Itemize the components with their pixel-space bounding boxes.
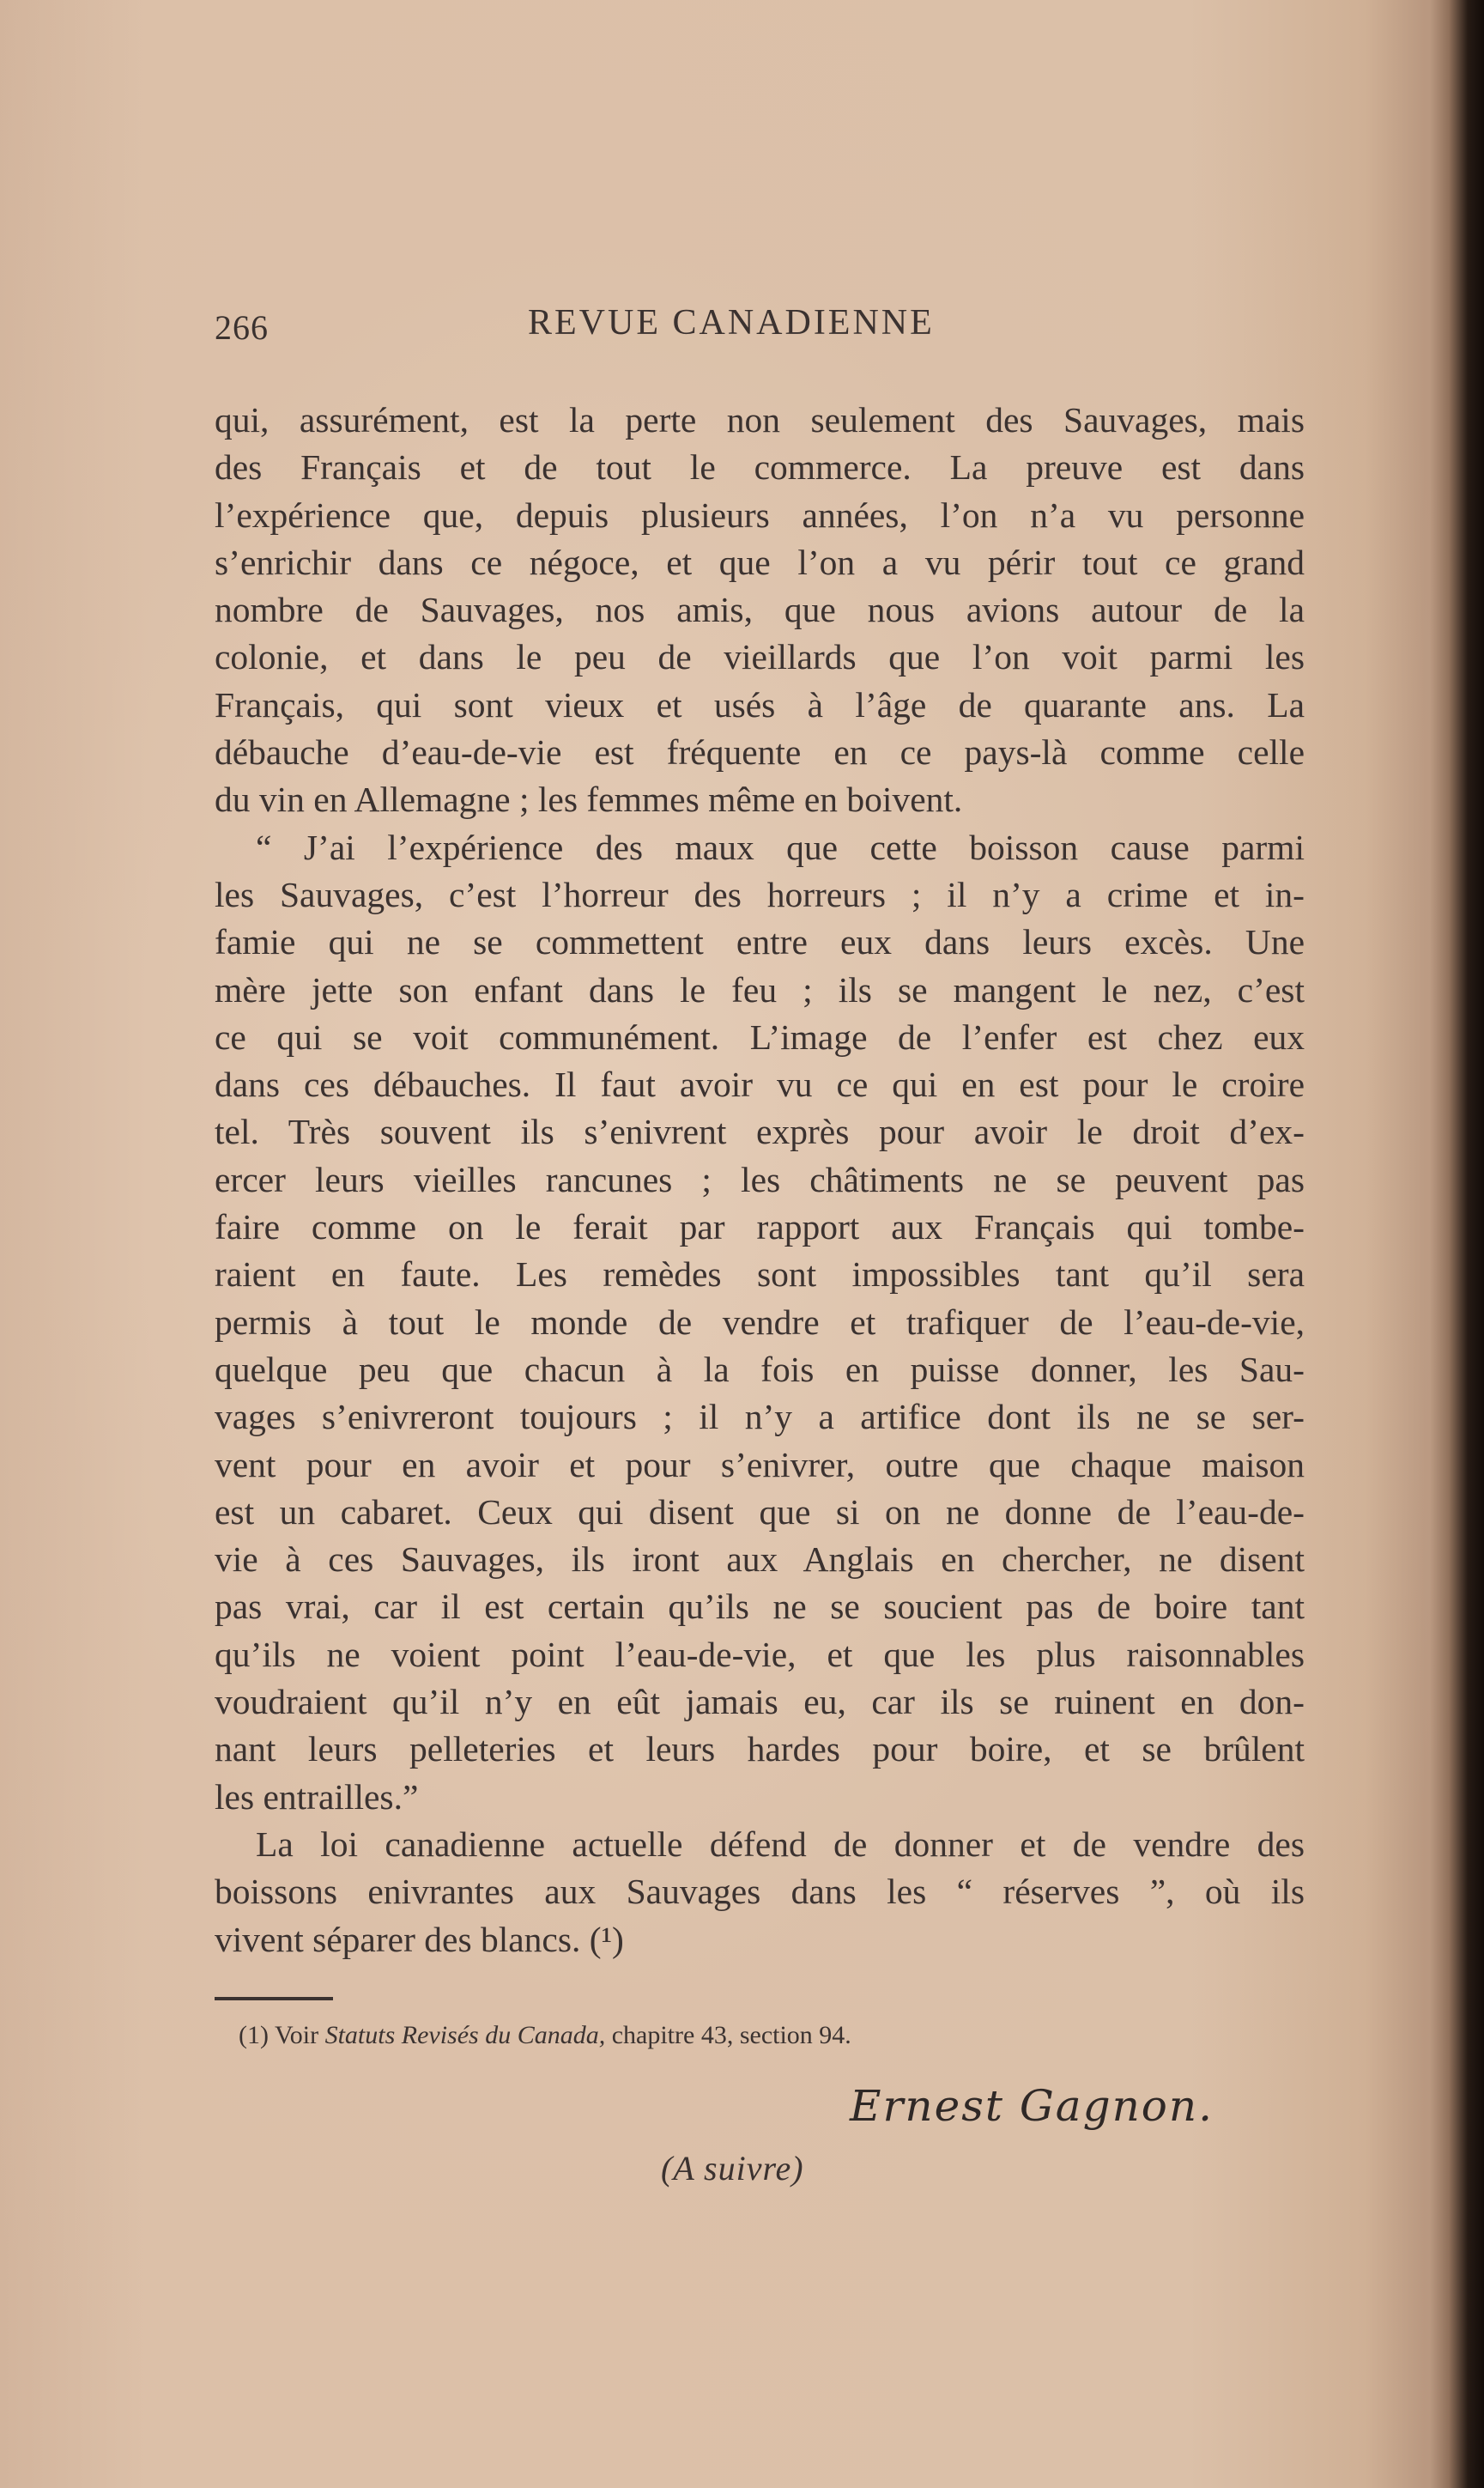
text-line: s’enrichir dans ce négoce, et que l’on a vu périr tout ce grand bbox=[215, 542, 1305, 582]
footnote bbox=[239, 2021, 851, 2050]
text-line: pas vrai, car il est certain qu’ils ne se soucient pas de boire tant bbox=[215, 1587, 1305, 1627]
to-be-continued: (A suivre) bbox=[661, 2149, 804, 2188]
text-line: quelque peu que chacun à la fois en puisse donner, les Sau- bbox=[215, 1349, 1305, 1389]
text-line: La loi canadienne actuelle défend de donner et de vendre des bbox=[256, 1824, 1305, 1864]
footnote-marker: (1) Voir bbox=[239, 2021, 319, 2049]
article-body bbox=[215, 397, 1305, 1963]
paragraph-3 bbox=[215, 1821, 1305, 1963]
text-line: faire comme on le ferait par rapport aux Français qui tombe- bbox=[215, 1207, 1305, 1247]
text-line: l’expérience que, depuis plusieurs années, l’on n’a vu personne bbox=[215, 495, 1305, 535]
paragraph-2 bbox=[215, 824, 1305, 1821]
text-line: les Sauvages, c’est l’horreur des horreurs ; il n’y a crime et in- bbox=[215, 874, 1305, 914]
text-line: permis à tout le monde de vendre et trafiquer de l’eau-de-vie, bbox=[215, 1302, 1305, 1342]
paragraph-1 bbox=[215, 397, 1305, 824]
running-head bbox=[215, 302, 1004, 354]
page-number: 266 bbox=[215, 308, 269, 347]
text-line: mère jette son enfant dans le feu ; ils se mangent le nez, c’est bbox=[215, 969, 1305, 1010]
text-line: les entrailles.” bbox=[215, 1776, 419, 1817]
text-line: Français, qui sont vieux et usés à l’âge de quarante ans. La bbox=[215, 684, 1305, 725]
text-line: du vin en Allemagne ; les femmes même en boivent. bbox=[215, 780, 963, 820]
text-line: dans ces débauches. Il faut avoir vu ce qui en est pour le croire bbox=[215, 1065, 1305, 1105]
text-line: nombre de Sauvages, nos amis, que nous avions autour de la bbox=[215, 590, 1305, 630]
footnote-cited-work: Statuts Revisés du Canada, bbox=[324, 2021, 606, 2049]
text-line: des Français et de tout le commerce. La preuve est dans bbox=[215, 447, 1305, 488]
text-line: tel. Très souvent ils s’enivrent exprès pour avoir le droit d’ex- bbox=[215, 1112, 1305, 1152]
footnote-divider bbox=[215, 1997, 333, 2000]
text-line: ce qui se voit communément. L’image de l’enfer est chez eux bbox=[215, 1016, 1305, 1057]
text-line: est un cabaret. Ceux qui disent que si on ne donne de l’eau-de- bbox=[215, 1491, 1305, 1532]
text-line: famie qui ne se commettent entre eux dans leurs excès. Une bbox=[215, 922, 1305, 962]
text-line: qu’ils ne voient point l’eau-de-vie, et que les plus raisonnables bbox=[215, 1634, 1305, 1674]
text-line: voudraient qu’il n’y en eût jamais eu, car ils se ruinent en don- bbox=[215, 1682, 1305, 1722]
text-line: raient en faute. Les remèdes sont impossibles tant qu’il sera bbox=[215, 1254, 1305, 1295]
text-line: qui, assurément, est la perte non seulement des Sauvages, mais bbox=[215, 400, 1305, 440]
text-line: colonie, et dans le peu de vieillards que l’on voit parmi les bbox=[215, 637, 1305, 677]
text-line: vie à ces Sauvages, ils iront aux Anglais en chercher, ne disent bbox=[215, 1539, 1305, 1580]
text-line: “ J’ai l’expérience des maux que cette boisson cause parmi bbox=[256, 827, 1305, 867]
text-line: vent pour en avoir et pour s’enivrer, outre que chaque maison bbox=[215, 1444, 1305, 1484]
text-line: vivent séparer des blancs. (¹) bbox=[215, 1919, 624, 1959]
text-line: nant leurs pelleteries et leurs hardes pour boire, et se brûlent bbox=[215, 1729, 1305, 1769]
journal-title: REVUE CANADIENNE bbox=[528, 303, 935, 343]
text-line: débauche d’eau-de-vie est fréquente en ce pays-là comme celle bbox=[215, 732, 1305, 773]
page-gutter-shadow bbox=[1430, 0, 1484, 2488]
text-line: boissons enivrantes aux Sauvages dans les “ réserves ”, où ils bbox=[215, 1872, 1305, 1912]
author-signature: Ernest Gagnon. bbox=[850, 2081, 1214, 2131]
text-line: ercer leurs vieilles rancunes ; les châtiments ne se peuvent pas bbox=[215, 1159, 1305, 1199]
footnote-reference: chapitre 43, section 94. bbox=[611, 2021, 851, 2049]
text-line: vages s’enivreront toujours ; il n’y a artifice dont ils ne se ser- bbox=[215, 1397, 1305, 1437]
